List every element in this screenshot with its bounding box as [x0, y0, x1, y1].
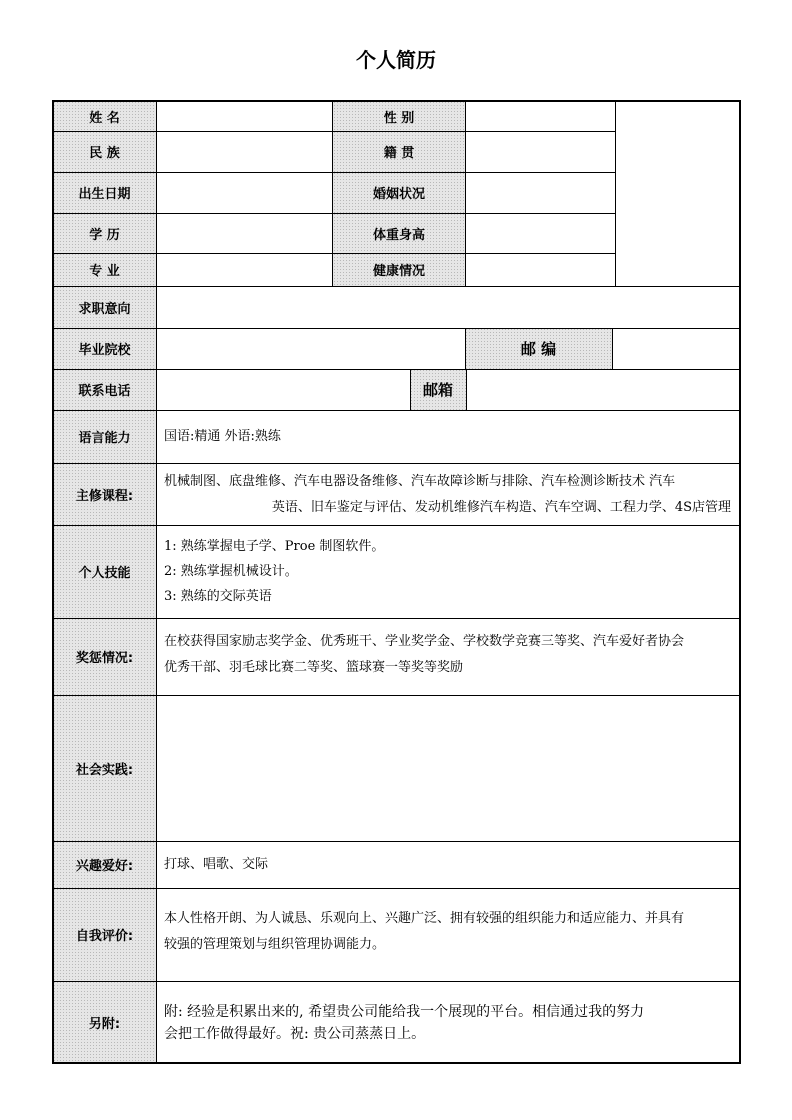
- label-health: 健康情况: [333, 253, 465, 286]
- label-courses: 主修课程:: [53, 463, 156, 525]
- courses-value-line2: 英语、旧车鉴定与评估、发动机维修汽车构造、汽车空调、工程力学、4S店管理: [271, 500, 731, 515]
- label-self-evaluation: 自我评价:: [53, 888, 156, 981]
- label-birth-date: 出生日期: [53, 172, 156, 213]
- row-divider: [52, 253, 615, 254]
- row-divider: [52, 213, 615, 214]
- row-divider: [52, 172, 615, 173]
- page-title: 个人简历: [356, 48, 436, 72]
- label-awards: 奖惩情况:: [53, 618, 156, 695]
- language-value: 国语:精通 外语:熟练: [164, 429, 281, 444]
- label-school: 毕业院校: [53, 328, 156, 369]
- awards-value-line1: 在校获得国家励志奖学金、优秀班干、学业奖学金、学校数学竞赛三等奖、汽车爱好者协会: [164, 634, 685, 649]
- column-divider: [156, 100, 157, 1063]
- column-divider: [465, 328, 466, 369]
- label-native-place: 籍 贯: [333, 131, 465, 172]
- label-email: 邮箱: [410, 369, 466, 410]
- addendum-line1: 附: 经验是积累出来的, 希望贵公司能给我一个展现的平台。相信通过我的努力: [164, 1004, 645, 1020]
- column-divider: [466, 369, 467, 410]
- label-postcode: 邮 编: [465, 328, 612, 369]
- self-evaluation-line1: 本人性格开朗、为人诚恳、乐观向上、兴趣广泛、拥有较强的组织能力和适应能力、并具有: [164, 911, 685, 926]
- label-height-weight: 体重身高: [333, 213, 465, 253]
- column-divider: [465, 100, 466, 286]
- photo-box-divider: [615, 100, 616, 286]
- row-divider: [52, 131, 615, 132]
- table-border-right: [739, 100, 741, 1064]
- label-language: 语言能力: [53, 410, 156, 463]
- skills-value-3: 3: 熟练的交际英语: [164, 589, 272, 604]
- table-border-left: [52, 100, 54, 1064]
- skills-value-2: 2: 熟练掌握机械设计。: [164, 564, 298, 579]
- label-skills: 个人技能: [53, 525, 156, 618]
- column-divider: [332, 100, 333, 286]
- label-education: 学 历: [53, 213, 156, 253]
- label-marital-status: 婚姻状况: [333, 172, 465, 213]
- label-ethnicity: 民 族: [53, 131, 156, 172]
- label-job-intention: 求职意向: [53, 286, 156, 328]
- column-divider: [410, 369, 411, 410]
- column-divider: [612, 328, 613, 369]
- label-hobbies: 兴趣爱好:: [53, 841, 156, 888]
- label-gender: 性 别: [333, 101, 465, 131]
- self-evaluation-line2: 较强的管理策划与组织管理协调能力。: [164, 937, 386, 952]
- label-major: 专 业: [53, 253, 156, 286]
- skills-value-1: 1: 熟练掌握电子学、Proe 制图软件。: [164, 539, 385, 554]
- courses-value-line1: 机械制图、底盘维修、汽车电器设备维修、汽车故障诊断与排除、汽车检测诊断技术 汽车: [164, 474, 676, 489]
- hobbies-value: 打球、唱歌、交际: [164, 857, 269, 872]
- label-phone: 联系电话: [53, 369, 156, 410]
- addendum-line2: 会把工作做得最好。祝: 贵公司蒸蒸日上。: [164, 1026, 426, 1042]
- label-social-practice: 社会实践:: [53, 695, 156, 841]
- label-name: 姓 名: [53, 101, 156, 131]
- label-addendum: 另附:: [53, 981, 156, 1063]
- awards-value-line2: 优秀干部、羽毛球比赛二等奖、篮球赛一等奖等奖励: [164, 660, 464, 675]
